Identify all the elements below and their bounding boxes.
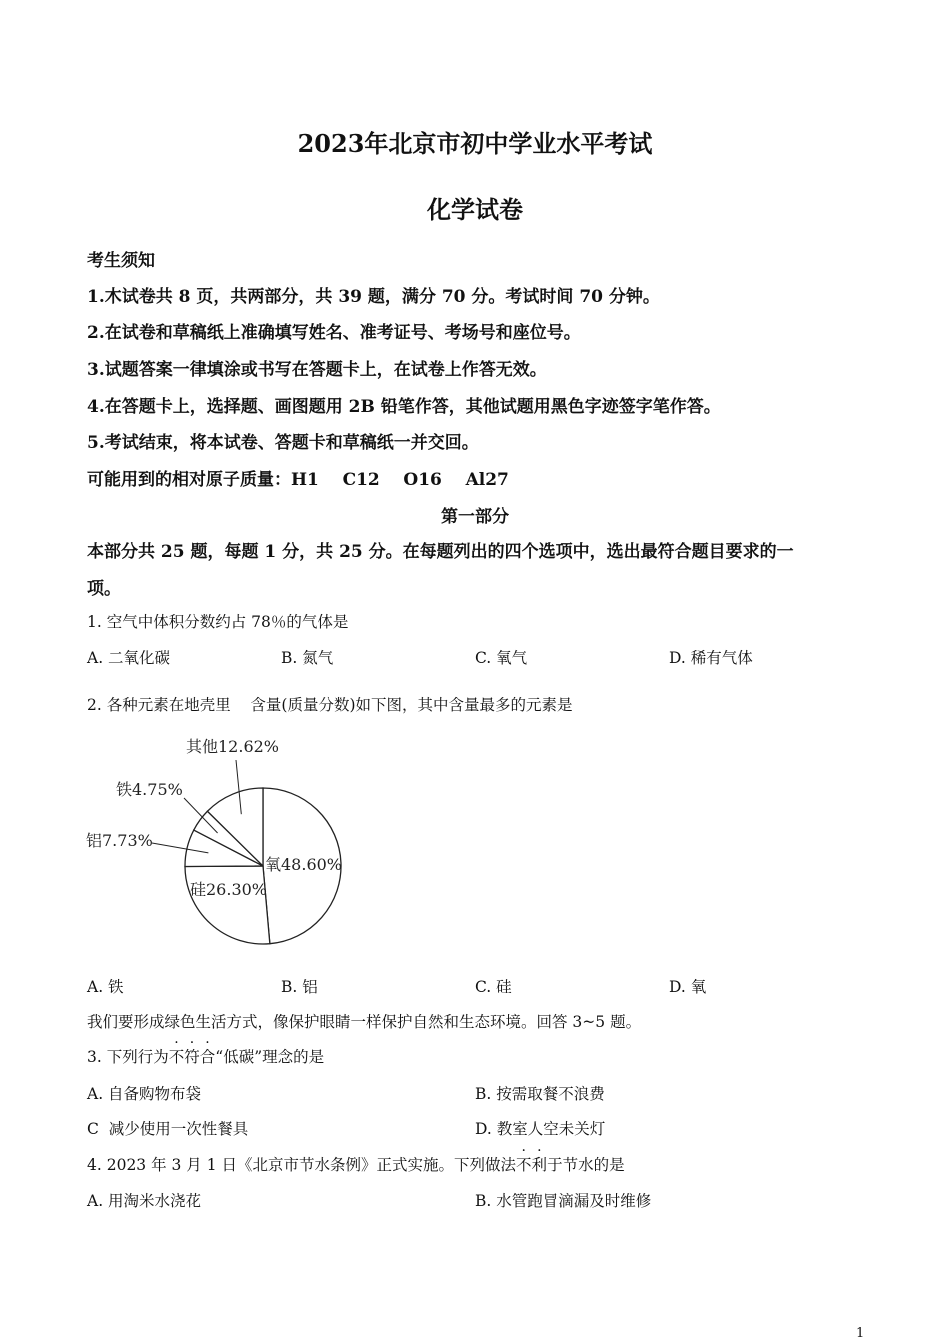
q4-stem: [87, 1153, 625, 1175]
q3-stem-post: “低碳”理念的是: [215, 1048, 325, 1066]
notice-item-4: 4.在答题卡上，选择题、画图题用 2B 铅笔作答，其他试题用黑色字迹签字笔作答。: [87, 397, 721, 417]
notice-heading: 考生须知: [87, 251, 155, 271]
notice-item-1: 1.木试卷共 8 页，共两部分，共 39 题，满分 70 分。考试时间 70 分钟。: [87, 287, 660, 307]
q1-option-c: C. 氧气: [475, 649, 528, 667]
pie-label-1: 硅26.30%: [190, 880, 268, 899]
q3-emph-1: 不: [168, 1048, 185, 1066]
pie-label-3: 铁4.75%: [116, 780, 183, 799]
atomic-mass-line: 可能用到的相对原子质量：H1 C12 O16 Al27: [87, 470, 509, 490]
q2-stem: 2. 各种元素在地壳里 含量(质量分数)如下图，其中含量最多的元素是: [87, 696, 573, 714]
part1-instructions-line2: 项。: [87, 579, 121, 599]
pie-label-0: 氧48.60%: [265, 855, 343, 874]
q3-option-b: B. 按需取餐不浪费: [475, 1085, 605, 1103]
q4-option-a: A. 用淘米水浇花: [87, 1192, 202, 1210]
q3-option-c: C 减少使用一次性餐具: [87, 1120, 249, 1138]
notice-item-2: 2.在试卷和草稿纸上准确填写姓名、准考证号、考场号和座位号。: [87, 323, 581, 343]
pie-label-4: 其他12.62%: [186, 737, 280, 756]
notice-item-3: 3.试题答案一律填涂或书写在答题卡上，在试卷上作答无效。: [87, 360, 547, 380]
exam-subtitle: 化学试卷: [427, 195, 523, 224]
notice-item-5: 5.考试结束，将本试卷、答题卡和草稿纸一并交回。: [87, 433, 479, 453]
exam-title: 2023年北京市初中学业水平考试: [297, 129, 653, 158]
context-3-5: 我们要形成绿色生活方式，像保护眼睛一样保护自然和生态环境。回答 3~5 题。: [87, 1013, 642, 1031]
q3-option-d: D. 教室人空未关灯: [475, 1120, 606, 1138]
q4-emph-2: 利: [531, 1156, 548, 1174]
crust-element-pie-chart: [80, 730, 370, 958]
q2-option-c: C. 硅: [475, 978, 512, 996]
q2-option-d: D. 氧: [669, 978, 707, 996]
q4-option-b: B. 水管跑冒滴漏及时维修: [475, 1192, 652, 1210]
q1-option-d: D. 稀有气体: [669, 649, 753, 667]
q3-stem: [87, 1045, 324, 1067]
pie-slice-1: [185, 866, 270, 944]
q3-option-a: A. 自备购物布袋: [87, 1085, 202, 1103]
part1-heading: 第一部分: [441, 507, 509, 527]
q2-option-b: B. 铝: [281, 978, 318, 996]
q1-option-b: B. 氮气: [281, 649, 334, 667]
q1-option-a: A. 二氧化碳: [87, 649, 171, 667]
q2-option-a: A. 铁: [87, 978, 124, 996]
q3-stem-pre: 3. 下列行为: [87, 1048, 169, 1066]
q3-emph-2: 符: [184, 1048, 200, 1066]
pie-label-2: 铝7.73%: [86, 831, 153, 850]
q3-emph-3: 合: [199, 1048, 216, 1066]
q4-stem-pre: 4. 2023 年 3 月 1 日《北京市节水条例》正式实施。下列做法: [87, 1156, 517, 1174]
part1-instructions-line1: 本部分共 25 题，每题 1 分，共 25 分。在每题列出的四个选项中，选出最符合题目要求的一: [87, 542, 794, 562]
q4-emph-1: 不: [516, 1156, 532, 1174]
page-number: 1: [856, 1326, 865, 1341]
q1-stem: 1. 空气中体积分数约占 78％的气体是: [87, 613, 349, 631]
q4-stem-post: 于节水的是: [547, 1156, 625, 1174]
